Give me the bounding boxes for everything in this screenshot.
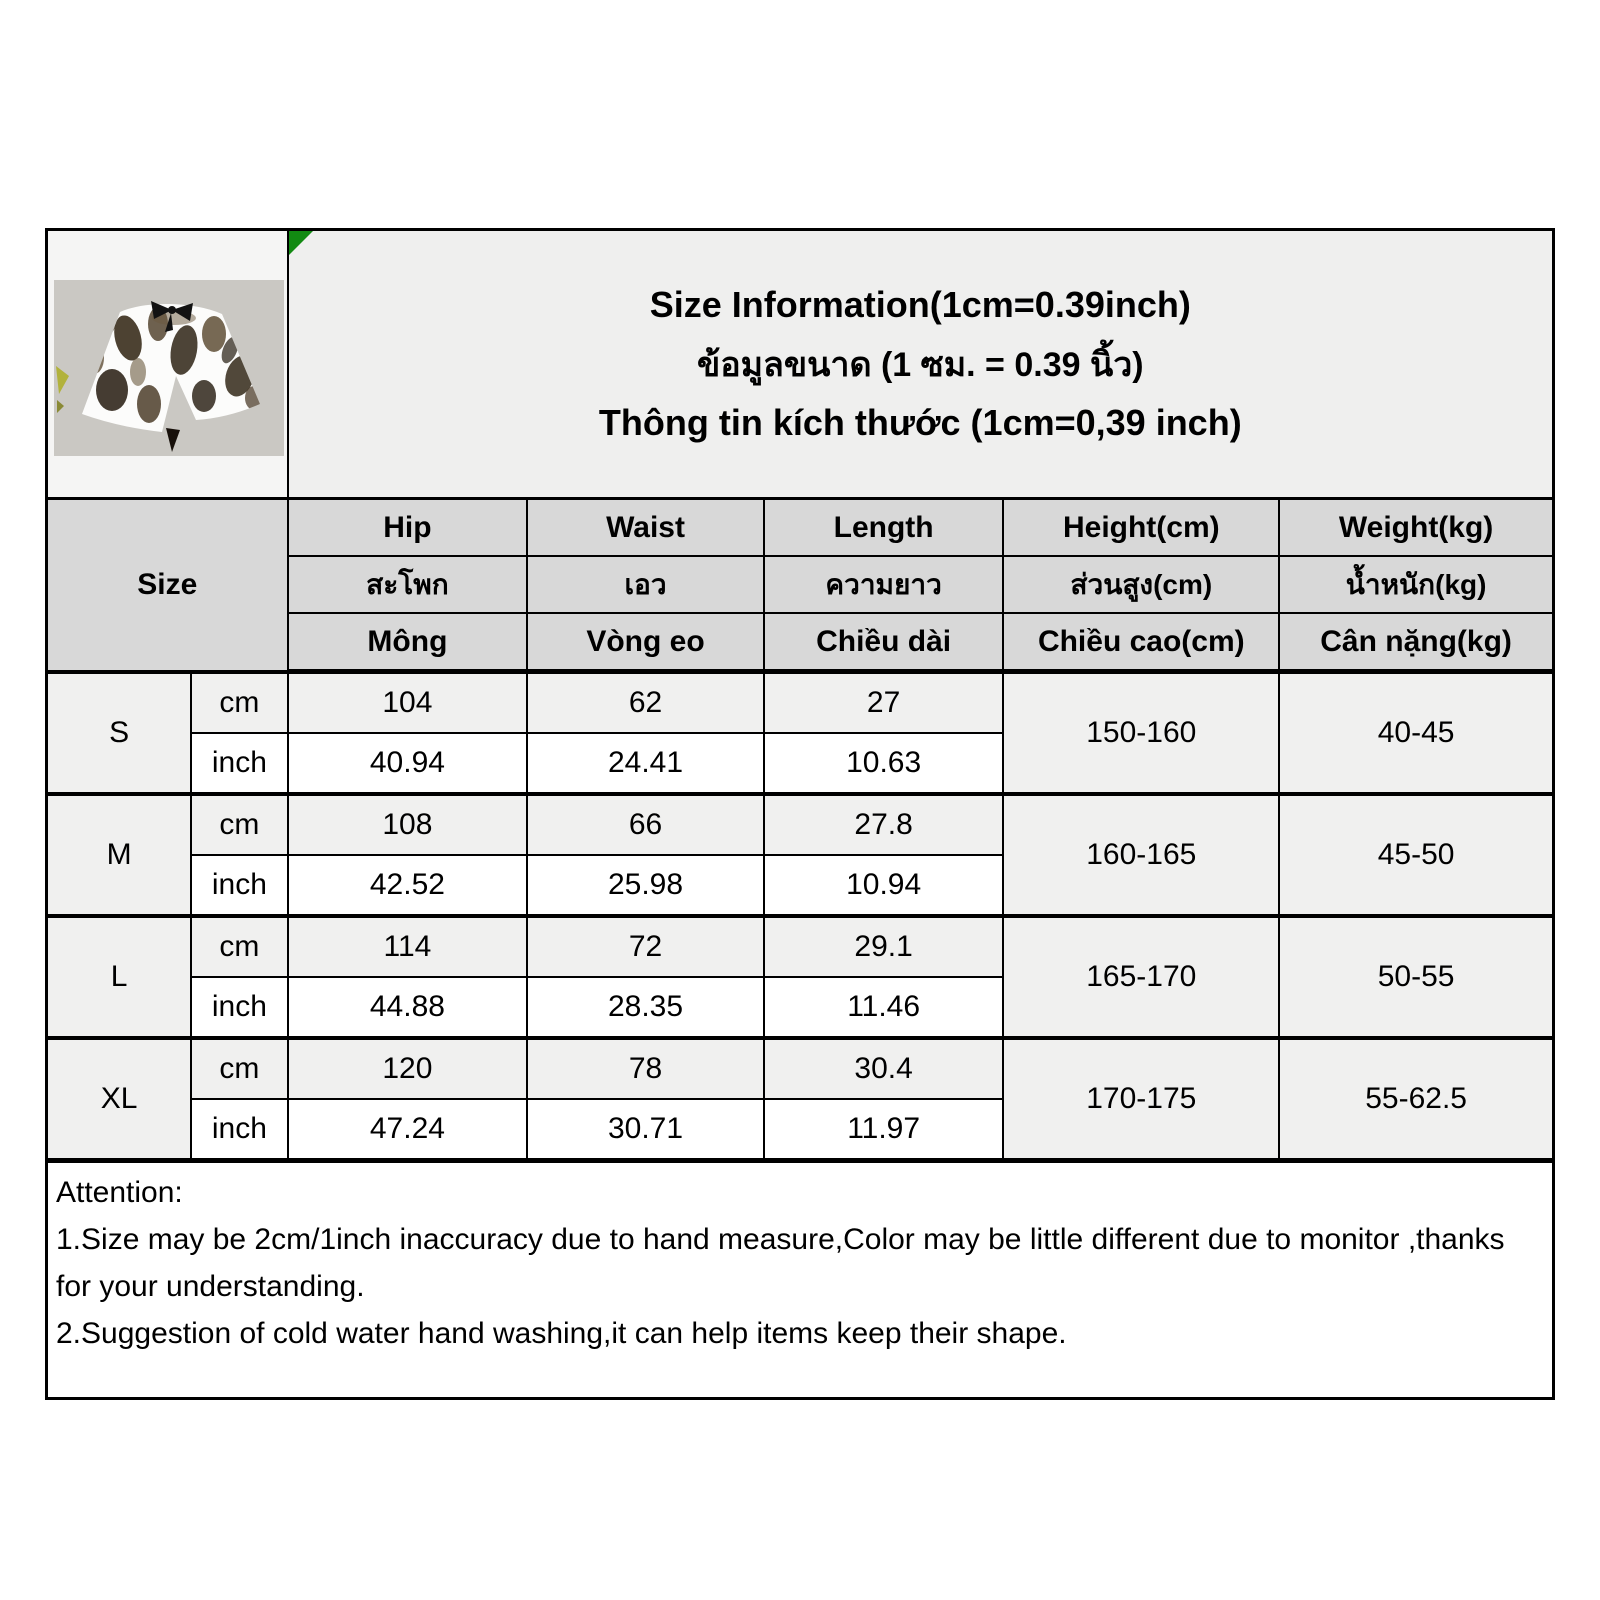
size-column-header: Size (47, 499, 288, 672)
attention-line-2: 2.Suggestion of cold water hand washing,it can help items keep their shape. (56, 1317, 1067, 1350)
col-header-height-en: Height(cm) (1003, 499, 1279, 557)
xl-weight-range: 55-62.5 (1279, 1038, 1553, 1161)
col-header-hip-vi: Mông (288, 613, 528, 672)
size-label-s: S (47, 672, 192, 795)
s-waist-cm: 62 (527, 672, 764, 734)
header-row-english (47, 499, 1554, 557)
green-corner-marker-icon (289, 231, 313, 255)
unit-cm: cm (191, 672, 287, 734)
attention-note (47, 1161, 1554, 1399)
xl-waist-cm: 78 (527, 1038, 764, 1099)
s-length-inch: 10.63 (764, 733, 1004, 794)
size-chart-sheet (45, 228, 1555, 1400)
product-photo (54, 280, 284, 456)
m-waist-inch: 25.98 (527, 855, 764, 916)
col-header-hip-en: Hip (288, 499, 528, 557)
table-row-xl-cm (47, 1038, 1554, 1099)
col-header-hip-th: สะโพก (288, 556, 528, 613)
unit-inch: inch (191, 855, 287, 916)
col-header-waist-th: เอว (527, 556, 764, 613)
table-row-m-cm (47, 794, 1554, 855)
s-hip-inch: 40.94 (288, 733, 528, 794)
unit-cm: cm (191, 1038, 287, 1099)
m-hip-cm: 108 (288, 794, 528, 855)
l-height-range: 165-170 (1003, 916, 1279, 1038)
title-english: Size Information(1cm=0.39inch) (649, 284, 1191, 325)
top-section (47, 230, 1554, 499)
xl-waist-inch: 30.71 (527, 1099, 764, 1161)
s-weight-range: 40-45 (1279, 672, 1553, 795)
xl-hip-cm: 120 (288, 1038, 528, 1099)
unit-inch: inch (191, 1099, 287, 1161)
l-length-inch: 11.46 (764, 977, 1004, 1038)
col-header-weight-vi: Cân nặng(kg) (1279, 613, 1553, 672)
title-vietnamese: Thông tin kích thước (1cm=0,39 inch) (598, 402, 1242, 443)
l-length-cm: 29.1 (764, 916, 1004, 977)
size-table (45, 228, 1555, 1400)
unit-inch: inch (191, 977, 287, 1038)
s-hip-cm: 104 (288, 672, 528, 734)
attention-line-1: 1.Size may be 2cm/1inch inaccuracy due to hand measure,Color may be little different due to monitor ,thanks for your understanding. (56, 1223, 1505, 1303)
col-header-waist-en: Waist (527, 499, 764, 557)
size-label-m: M (47, 794, 192, 916)
attention-heading: Attention: (56, 1176, 183, 1209)
col-header-height-vi: Chiều cao(cm) (1003, 613, 1279, 672)
size-label-xl: XL (47, 1038, 192, 1161)
l-waist-cm: 72 (527, 916, 764, 977)
col-header-height-th: ส่วนสูง(cm) (1003, 556, 1279, 613)
col-header-waist-vi: Vòng eo (527, 613, 764, 672)
s-length-cm: 27 (764, 672, 1004, 734)
m-waist-cm: 66 (527, 794, 764, 855)
s-height-range: 150-160 (1003, 672, 1279, 795)
m-hip-inch: 42.52 (288, 855, 528, 916)
m-length-inch: 10.94 (764, 855, 1004, 916)
col-header-weight-th: น้ำหนัก(kg) (1279, 556, 1553, 613)
l-hip-inch: 44.88 (288, 977, 528, 1038)
xl-length-inch: 11.97 (764, 1099, 1004, 1161)
product-image-cell (47, 230, 288, 499)
l-weight-range: 50-55 (1279, 916, 1553, 1038)
col-header-weight-en: Weight(kg) (1279, 499, 1553, 557)
col-header-length-th: ความยาว (764, 556, 1004, 613)
xl-height-range: 170-175 (1003, 1038, 1279, 1161)
title-cell (288, 230, 1554, 499)
xl-hip-inch: 47.24 (288, 1099, 528, 1161)
title-thai: ข้อมูลขนาด (1 ซม. = 0.39 นิ้ว) (696, 346, 1144, 384)
table-row-s-cm (47, 672, 1554, 734)
col-header-length-en: Length (764, 499, 1004, 557)
l-hip-cm: 114 (288, 916, 528, 977)
s-waist-inch: 24.41 (527, 733, 764, 794)
m-weight-range: 45-50 (1279, 794, 1553, 916)
unit-cm: cm (191, 916, 287, 977)
attention-section (47, 1161, 1554, 1399)
table-row-l-cm (47, 916, 1554, 977)
m-length-cm: 27.8 (764, 794, 1004, 855)
unit-inch: inch (191, 733, 287, 794)
unit-cm: cm (191, 794, 287, 855)
l-waist-inch: 28.35 (527, 977, 764, 1038)
col-header-length-vi: Chiều dài (764, 613, 1004, 672)
xl-length-cm: 30.4 (764, 1038, 1004, 1099)
m-height-range: 160-165 (1003, 794, 1279, 916)
size-label-l: L (47, 916, 192, 1038)
